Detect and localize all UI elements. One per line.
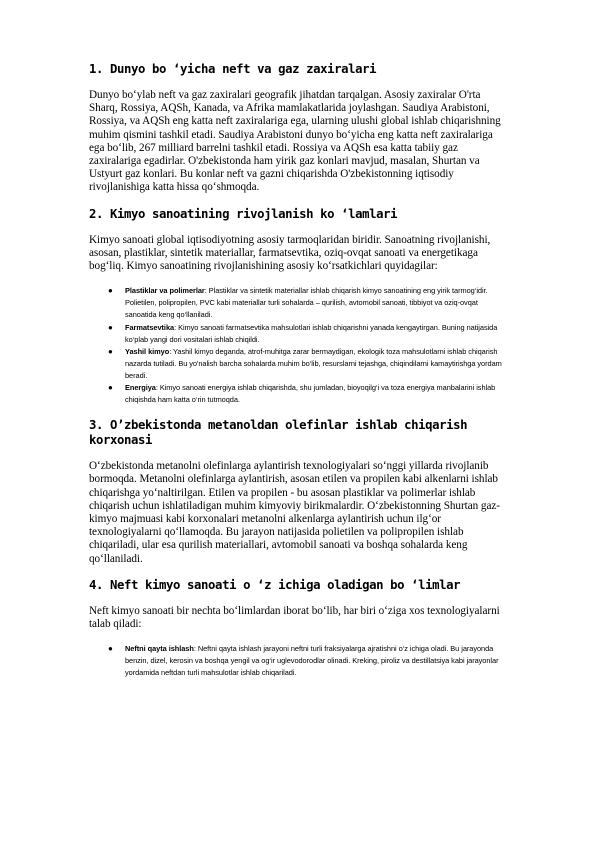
- bullet-text: : Neftni qayta ishlash jarayoni neftni turli fraksiyalarga ajratishni o‘z ichiga oladi. Bu jarayonda benzin, dizel, kerosin va boshqa yengil va og‘ir uglevodorodlar olinadi. Kreking, piroliz va destillatsiya kabi jarayonlar yordamida neftdan turli mahsulotlar ishlab chiqariladi.: [125, 644, 499, 678]
- document-page: [89, 62, 507, 691]
- section-4: [89, 578, 507, 680]
- bullet-list: [89, 285, 507, 406]
- section-heading: 2. Kimyo sanoatining rivojlanish ko ‘lamlari: [89, 206, 398, 221]
- bullet-icon: ●: [108, 346, 113, 356]
- section-2: [89, 207, 507, 407]
- paragraph: Neft kimyo sanoati bir nechta bo‘limlardan iborat bo‘lib, har biri o‘ziga xos texnologiyalarni talab qiladi:: [89, 604, 500, 630]
- bullet-list: [89, 643, 507, 679]
- bullet-icon: ●: [108, 644, 113, 654]
- section-heading: 1. Dunyo bo ‘yicha neft va gaz zaxiralari: [89, 62, 377, 76]
- bullet-text: : Plastiklar va sintetik materiallar ishlab chiqarish kimyo sanoatining eng yirik tarmog‘idir. Polietilen, polipropilen, PVC kabi materiallar turli sohalarda – qurilish, avtomobil sanoati, tibbiyot va oziq-ovqat sanoatida keng qo‘llaniladi.: [125, 286, 488, 320]
- bullet-text: : Kimyo sanoati farmatsevtika mahsulotlari ishlab chiqarishni yanada kengaytirgan. Buning natijasida ko‘plab yangi dori vositalari ishlab chiqildi.: [125, 322, 498, 344]
- bullet-icon: ●: [108, 322, 113, 332]
- paragraph: Dunyo bo‘ylab neft va gaz zaxiralari geografik jihatdan tarqalgan. Asosiy zaxiralar O'rta Sharq, Rossiya, AQSh, Kanada, va Afrika mamlakatlarida joylashgan. Saudiya Arabistoni, Rossiya, va AQSh eng katta neft zaxiralariga ega, ularning ulushi global ishlab chiqarishning muhim qismini tashkil etadi. Saudiya Arabistoni dunyo bo‘yicha eng katta neft zaxiralariga ega bo‘lib, 267 milliard barrelni tashkil etadi. Rossiya va AQSh esa katta tabiiy gaz zaxiralariga egadirlar. O'zbekistonda ham yirik gaz konlari mavjud, masalan, Shurtan va Ustyurt gaz konlari. Bu konlar neft va gazni chiqarishda O'zbekistonning iqtisodiy rivojlanishiga katta hissa qo‘shmoqda.: [89, 89, 501, 194]
- bullet-term: Neftni qayta ishlash: [125, 644, 194, 654]
- section-3: [89, 418, 507, 566]
- paragraph: Kimyo sanoati global iqtisodiyotning asosiy tarmoqlaridan biridir. Sanoatning rivojlanishi, asosan, plastiklar, sintetik materiallar, farmatsevtika, oziq-ovqat sanoati va energetikaga bog‘liq. Kimyo sanoatining rivojlanishining asosiy ko‘rsatkichlari quyidagilar:: [89, 233, 491, 273]
- bullet-text: : Yashil kimyo deganda, atrof-muhitga zarar bermaydigan, ekologik toza mahsulotlarni ishlab chiqarish nazarda tutiladi. Bu yo'nalish barcha sohalarda muhim bo‘lib, resurslarni tejashga, chiqindilarni kamaytirishga yordam beradi.: [125, 346, 502, 380]
- bullet-icon: ●: [108, 286, 113, 296]
- bullet-term: Energiya: [125, 382, 156, 392]
- list-item: [89, 346, 507, 382]
- section-1: [89, 62, 507, 195]
- list-item: [89, 382, 507, 406]
- list-item: [89, 285, 507, 321]
- section-heading: 3. O’zbekistonda metanoldan olefinlar ishlab chiqarish korxonasi: [89, 418, 475, 448]
- bullet-term: Farmatsevtika: [125, 322, 175, 332]
- bullet-text: : Kimyo sanoati energiya ishlab chiqarishda, shu jumladan, bioyoqilg‘i va toza energiya manbalarini ishlab chiqishda ham katta o‘rin tutmoqda.: [125, 382, 496, 405]
- list-item: [89, 643, 507, 679]
- bullet-term: Yashil kimyo: [125, 346, 170, 356]
- bullet-term: Plastiklar va polimerlar: [125, 286, 205, 296]
- paragraph: O‘zbekistonda metanolni olefinlarga aylantirish texnologiyalari so‘nggi yillarda rivojlanib bormoqda. Metanolni olefinlarga aylantirish, asosan etilen va propilen kabi alkenlarni ishlab chiqarishga yo‘naltirilgan. Etilen va propilen - bu asosan plastiklar va polimerlar ishlab chiqarish uchun ishlatiladigan muhim kimyoviy birikmalardir. O‘zbekistonning Shurtan gaz-kimyo majmuasi kabi korxonalari metanolni alkenlarga aylantirish uchun ilg‘or texnologiyalarni qo‘llamoqda. Bu jarayon natijasida polietilen va polipropilen ishlab chiqariladi, ular esa qurilish materiallari, avtomobil sanoati va boshqa sohalarda keng qo‘llaniladi.: [89, 460, 500, 565]
- bullet-icon: ●: [108, 382, 113, 392]
- section-heading: 4. Neft kimyo sanoati o ‘z ichiga oladigan bo ‘limlar: [89, 577, 461, 592]
- list-item: [89, 322, 507, 346]
